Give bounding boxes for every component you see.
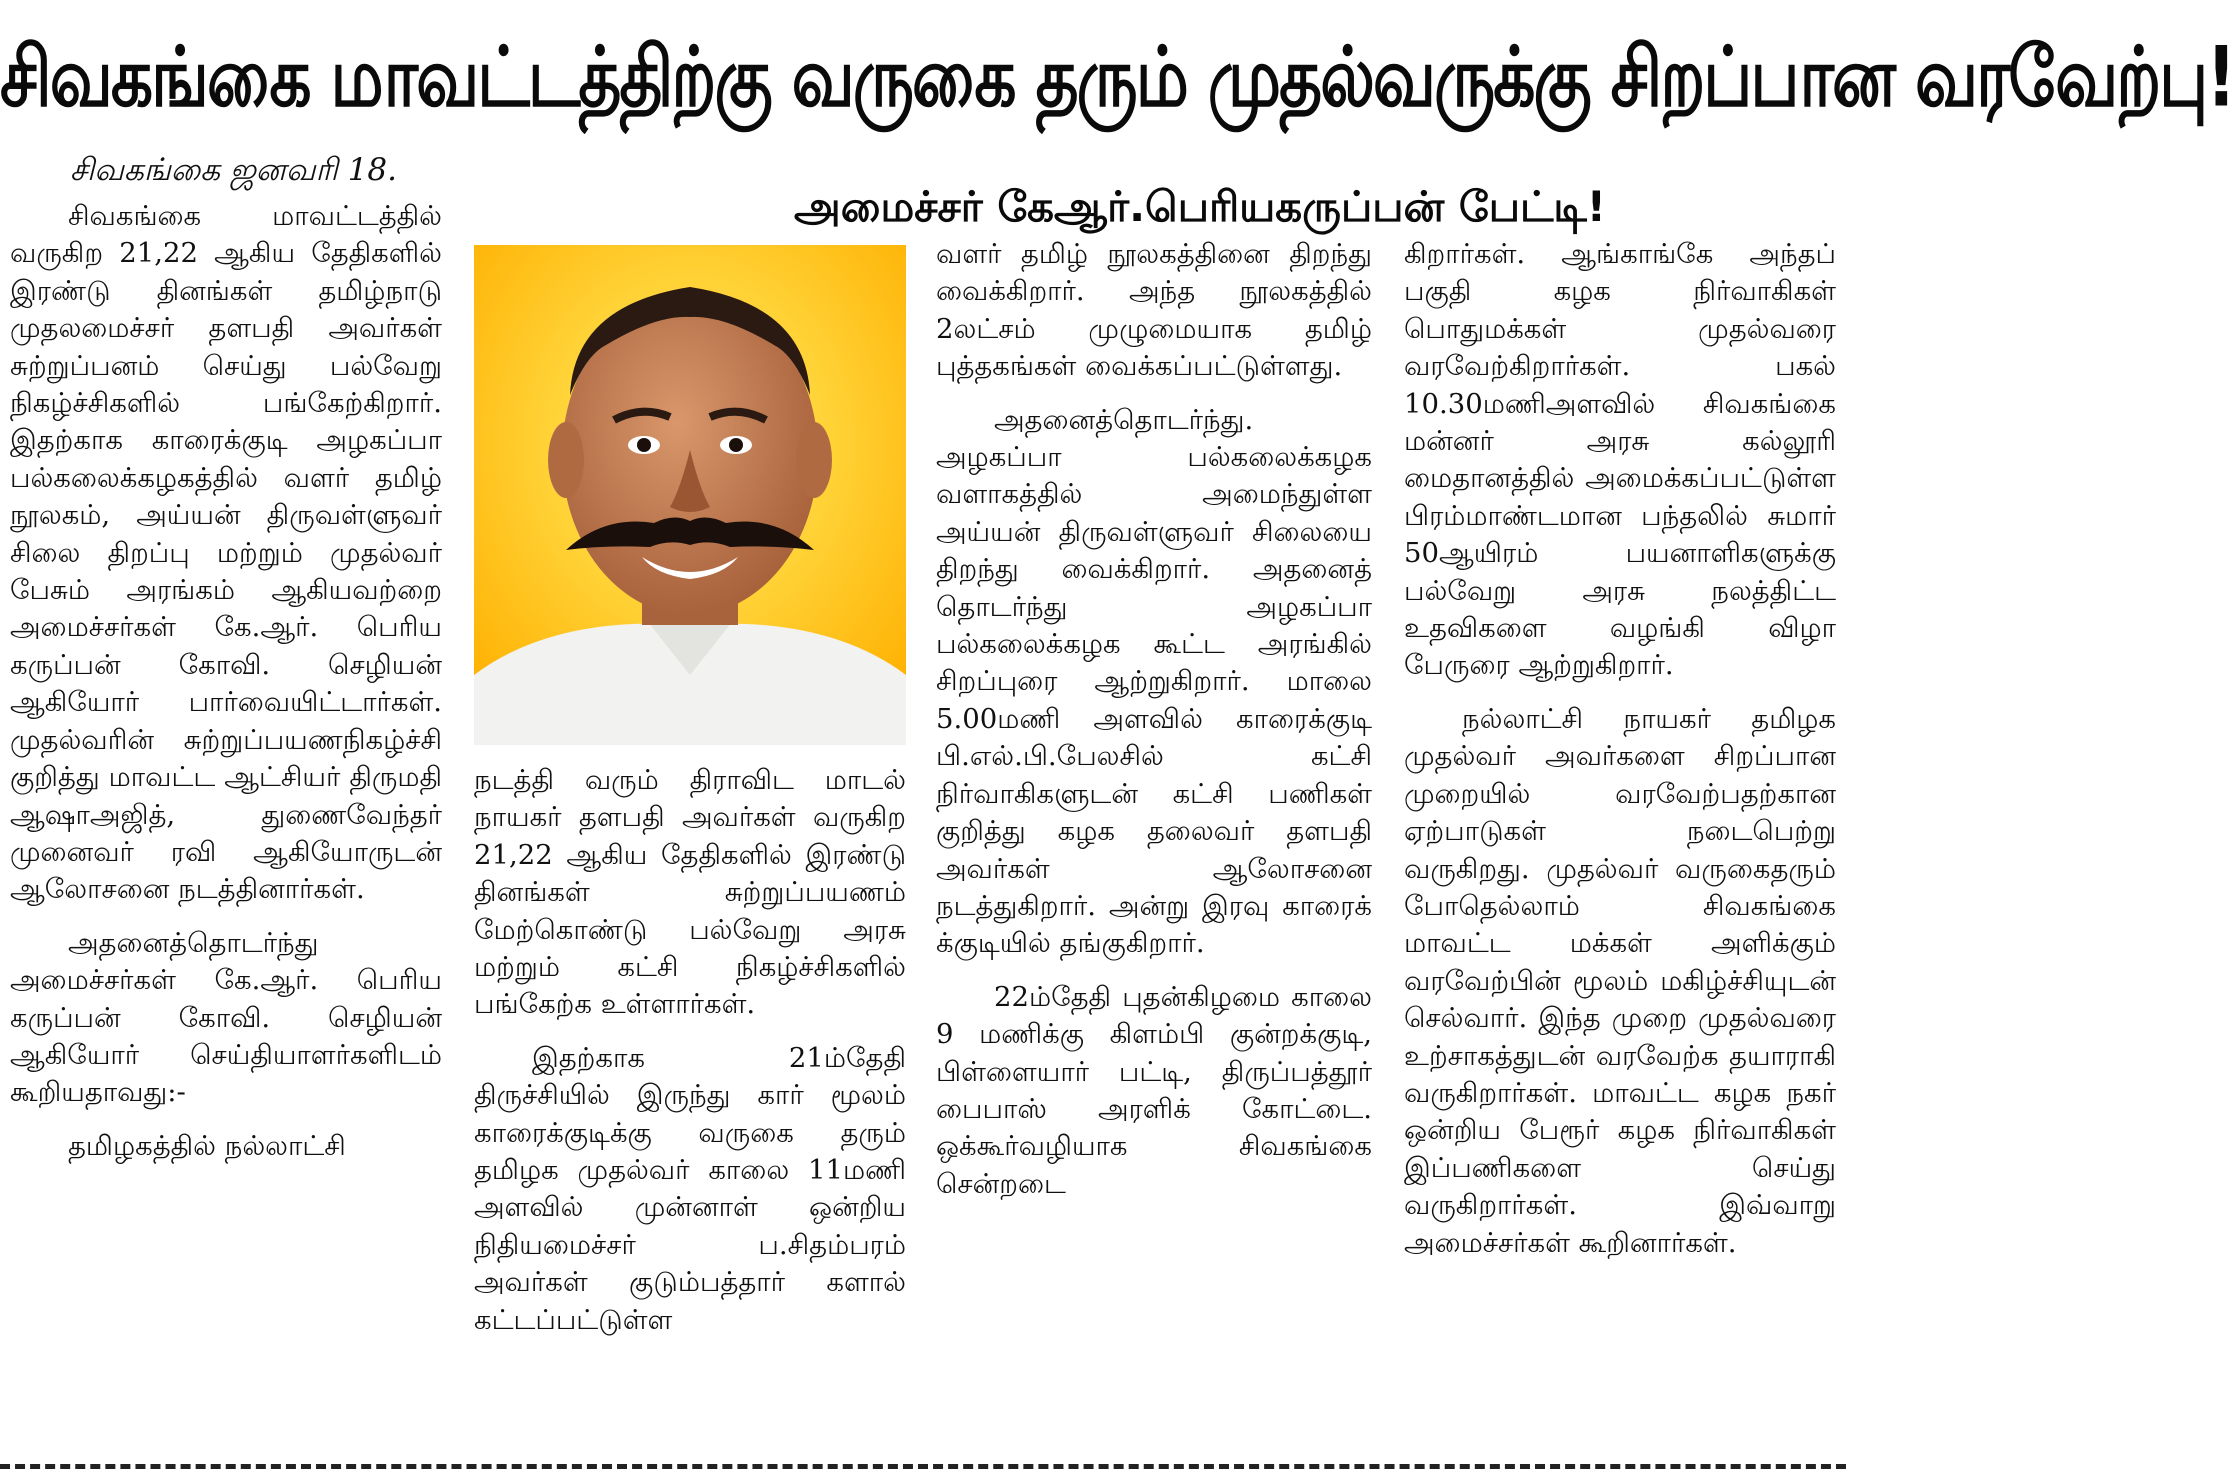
paragraph: அதனைத்தொடர்ந்து. அழகப்பா பல்கலைக்கழக வளாகத்தில் அமைந்துள்ள அய்யன் திருவள்ளுவர் சிலையை திறந்து வைக்கிறார். அதனைத் தொடர்ந்து அழகப்பா பல்கலைக்கழக கூட்ட அரங்கில் சிறப்புரை ஆற்றுகிறார். மாலை 5.00மணி அளவில் காரைக்குடி பி.எல்.பி.பேலசில் கட்சி நிர்வாகிகளுடன் கட்சி பணிகள் குறித்து கழக தலைவர் தளபதி அவர்கள் ஆலோசனை நடத்துகிறார். அன்று இரவு காரைக் க்குடியில் தங்குகிறார். [936,403,1372,960]
paragraph: 22ம்தேதி புதன்கிழமை காலை 9 மணிக்கு கிளம்பி குன்றக்குடி, பிள்ளையார் பட்டி, திருப்பத்தூர் பைபாஸ் அரளிக் கோட்டை. ஒக்கூர்வழியாக சிவகங்கை சென்றடை [936,980,1372,1200]
paragraph: வளர் தமிழ் நூலகத்தினை திறந்து வைக்கிறார். அந்த நூலகத்தில் 2லட்சம் முழுமையாக தமிழ் புத்தகங்கள் வைக்கப்பட்டுள்ளது. [936,238,1372,383]
paragraph: நல்லாட்சி நாயகர் தமிழக முதல்வர் அவர்களை சிறப்பான முறையில் வரவேற்பதற்கான ஏற்பாடுகள் நடைபெற்று வருகிறது. முதல்வர் வருகைதரும் போதெல்லாம் சிவகங்கை மாவட்ட மக்கள் அளிக்கும் வரவேற்பின் மூலம் மகிழ்ச்சியுடன் செல்வார். இந்த முறை முதல்வரை உற்சாகத்துடன் வரவேற்க தயாராகி வருகிறார்கள். மாவட்ட கழக நகர் ஒன்றிய பேரூர் கழக நிர்வாகிகள் இப்பணிகளை செய்து வருகிறார்கள். இவ்வாறு அமைச்சர்கள் கூறினார்கள். [1404,702,1836,1259]
dateline: சிவகங்கை ஜனவரி 18. [70,152,397,188]
subheadline: அமைச்சர் கேஆர்.பெரியகருப்பன் பேட்டி! [794,182,1606,231]
paragraph: இதற்காக 21ம்தேதி திருச்சியில் இருந்து கார் மூலம் காரைக்குடிக்கு வருகை தரும் தமிழக முதல்வர் காலை 11மணி அளவில் முன்னாள் ஒன்றிய நிதியமைச்சர் ப.சிதம்பரம் அவர்கள் குடும்பத்தார் களால் கட்டப்பட்டுள்ள [474,1041,906,1336]
portrait-illustration [474,245,906,745]
article-column-1 [10,198,442,1450]
paragraph: கிறார்கள். ஆங்காங்கே அந்தப் பகுதி கழக நிர்வாகிகள் பொதுமக்கள் முதல்வரை வரவேற்கிறார்கள். பகல் 10.30மணிஅளவில் சிவகங்கை மன்னர் அரசு கல்லூரி மைதானத்தில் அமைக்கப்பட்டுள்ள பிரம்மாண்டமான பந்தலில் சுமார் 50ஆயிரம் பயனாளிகளுக்கு பல்வேறு அரசு நலத்திட்ட உதவிகளை வழங்கி விழா பேருரை ஆற்றுகிறார். [1404,238,1836,682]
paragraph: அதனைத்தொடர்ந்து அமைச்சர்கள் கே.ஆர். பெரிய கருப்பன் கோவி. செழியன் ஆகியோர் செய்தியாளர்களிடம் கூறியதாவது:- [10,926,442,1109]
paragraph: சிவகங்கை மாவட்டத்தில் வருகிற 21,22 ஆகிய தேதிகளில் இரண்டு தினங்கள் தமிழ்நாடு முதலமைச்சர் தளபதி அவர்கள் சுற்றுப்பனம் செய்து பல்வேறு நிகழ்ச்சிகளில் பங்கேற்கிறார். இதற்காக காரைக்குடி அழகப்பா பல்கலைக்கழகத்தில் வளர் தமிழ் நூலகம், அய்யன் திருவள்ளுவர் சிலை திறப்பு மற்றும் முதல்வர் பேசும் அரங்கம் ஆகியவற்றை அமைச்சர்கள் கே.ஆர். பெரிய கருப்பன் கோவி. செழியன் ஆகியோர் பார்வையிட்டார்கள். முதல்வரின் சுற்றுப்பயணநிகழ்ச்சி குறித்து மாவட்ட ஆட்சியர் திருமதி ஆஷாஅஜித், துணைவேந்தர் முனைவர் ரவி ஆகியோருடன் ஆலோசனை நடத்தினார்கள். [10,200,442,906]
headline: சிவகங்கை மாவட்டத்திற்கு வருகை தரும் முதல்வருக்கு சிறப்பான வரவேற்பு! [0,29,2234,126]
paragraph: நடத்தி வரும் திராவிட மாடல் நாயகர் தளபதி அவர்கள் வருகிற 21,22 ஆகிய தேதிகளில் இரண்டு தினங்கள் சுற்றுப்பயணம் மேற்கொண்டு பல்வேறு அரசு மற்றும் கட்சி நிகழ்ச்சிகளில் பங்கேற்க உள்ளார்கள். [474,764,906,1021]
section-divider [0,1464,1846,1469]
article-column-3 [936,236,1372,1452]
paragraph: தமிழகத்தில் நல்லாட்சி [68,1129,346,1162]
portrait-photo [474,245,906,745]
article-column-2 [474,762,906,1452]
article-column-4 [1404,236,1836,1452]
